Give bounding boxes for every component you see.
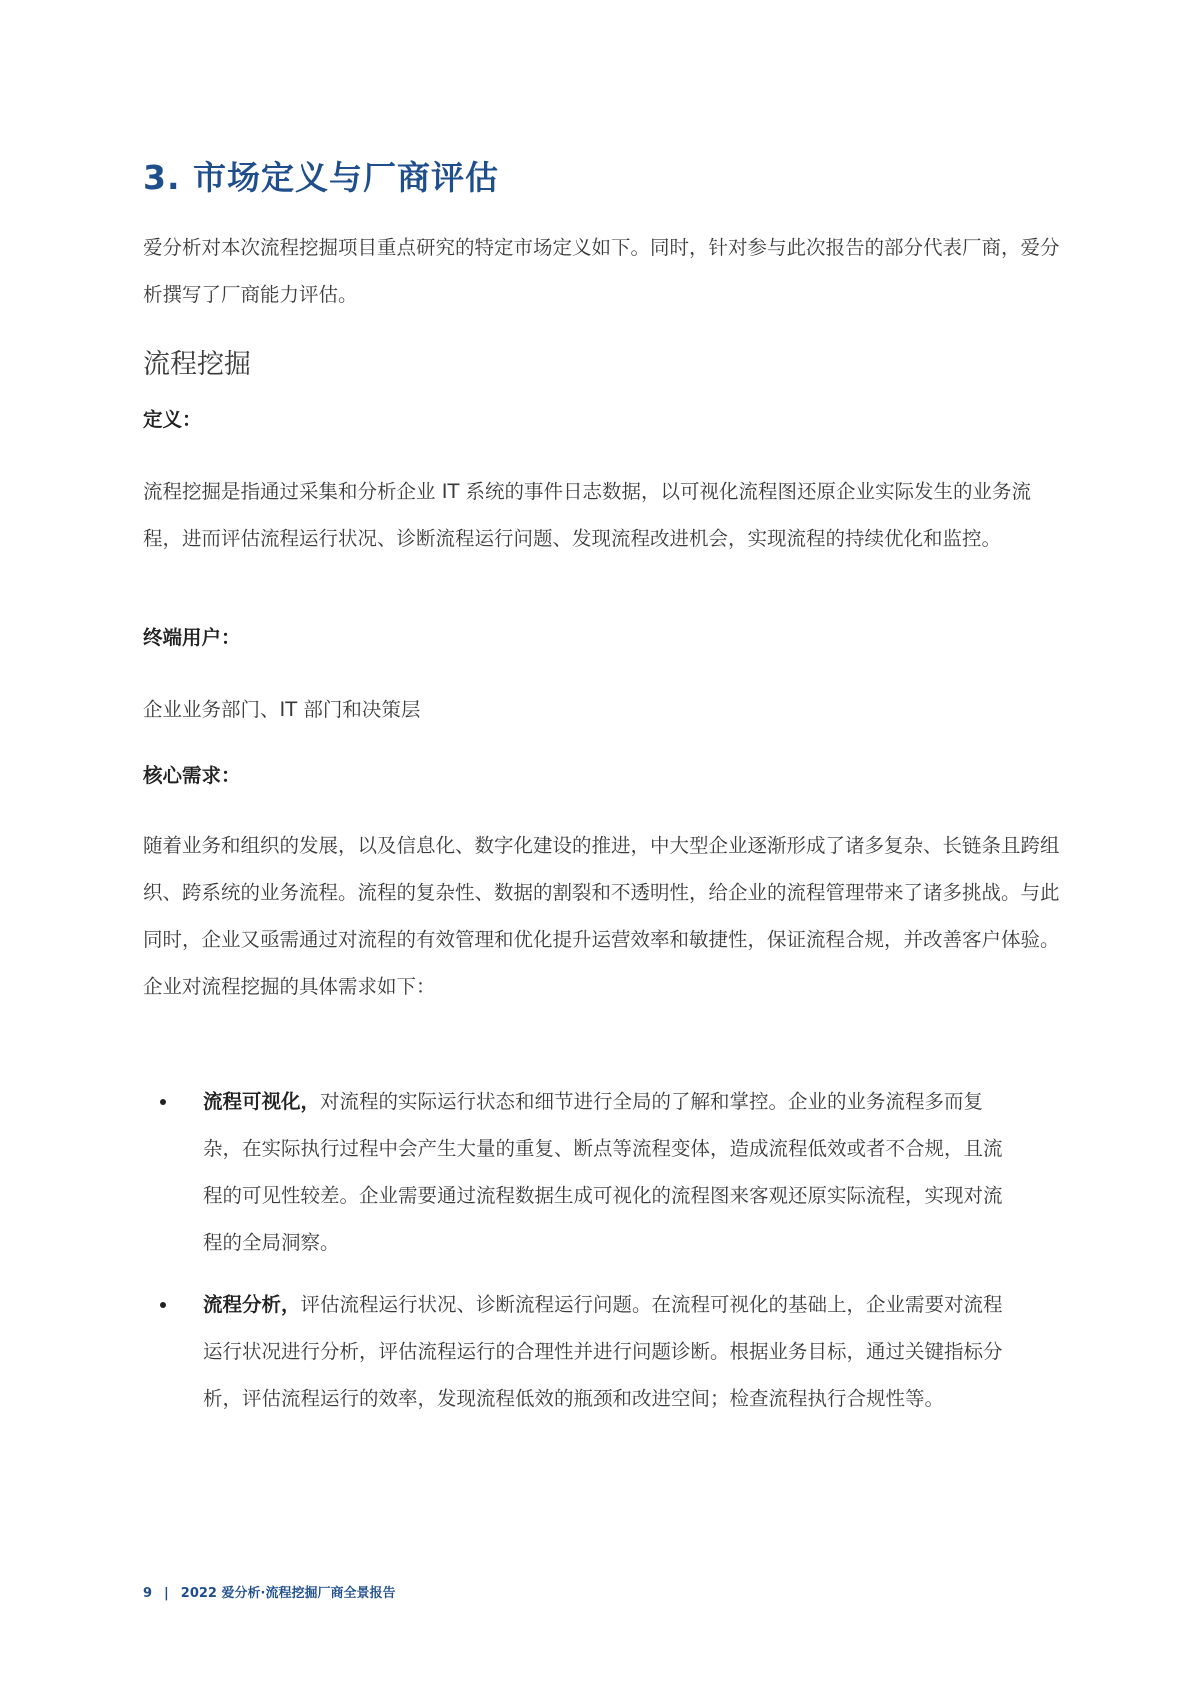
end-users-label: 终端用户： (143, 626, 241, 649)
list-item (143, 1078, 1003, 1266)
subsection-title: 流程挖掘 (143, 349, 251, 380)
page-number: 9 (143, 1586, 153, 1601)
core-needs-text: 随着业务和组织的发展，以及信息化、数字化建设的推进，中大型企业逐渐形成了诸多复杂、长链条且跨组织、跨系统的业务流程。流程的复杂性、数据的割裂和不透明性，给企业的流程管理带来了诸多挑战。与此同时，企业又亟需通过对流程的有效管理和优化提升运营效率和敏捷性，保证流程合规，并改善客户体验。企业对流程挖掘的具体需求如下： (143, 834, 1060, 998)
list-item (143, 1281, 1003, 1422)
section-intro: 爱分析对本次流程挖掘项目重点研究的特定市场定义如下。同时，针对参与此次报告的部分代表厂商，爱分析撰写了厂商能力评估。 (143, 236, 1060, 306)
bullet-icon (160, 1099, 166, 1105)
section-title: 3. 市场定义与厂商评估 (143, 158, 499, 197)
bullet-title: 流程可视化， (203, 1090, 321, 1113)
bullet-text: 评估流程运行状况、诊断流程运行问题。在流程可视化的基础上，企业需要对流程运行状况进行分析，评估流程运行的合理性并进行问题诊断。根据业务目标，通过关键指标分析，评估流程运行的效率，发现流程低效的瓶颈和改进空间；检查流程执行合规性等。 (203, 1293, 1003, 1410)
definition-text: 流程挖掘是指通过采集和分析企业 IT 系统的事件日志数据，以可视化流程图还原企业实际发生的业务流程，进而评估流程运行状况、诊断流程运行问题、发现流程改进机会，实现流程的持续优化和监控。 (143, 480, 1032, 550)
bullet-icon (160, 1302, 166, 1308)
definition-label: 定义： (143, 408, 202, 431)
footer-separator: | (164, 1586, 169, 1601)
core-needs-label: 核心需求： (143, 764, 241, 787)
bullet-title: 流程分析， (203, 1293, 301, 1316)
core-needs-list (143, 1078, 1063, 1437)
bullet-text: 对流程的实际运行状态和细节进行全局的了解和掌控。企业的业务流程多而复杂，在实际执行过程中会产生大量的重复、断点等流程变体，造成流程低效或者不合规，且流程的可见性较差。企业需要通过流程数据生成可视化的流程图来客观还原实际流程，实现对流程的全局洞察。 (203, 1090, 1003, 1254)
page-footer (143, 1582, 395, 1601)
end-users-text: 企业业务部门、IT 部门和决策层 (143, 698, 421, 721)
report-title: 2022 爱分析·流程挖掘厂商全景报告 (180, 1586, 396, 1601)
